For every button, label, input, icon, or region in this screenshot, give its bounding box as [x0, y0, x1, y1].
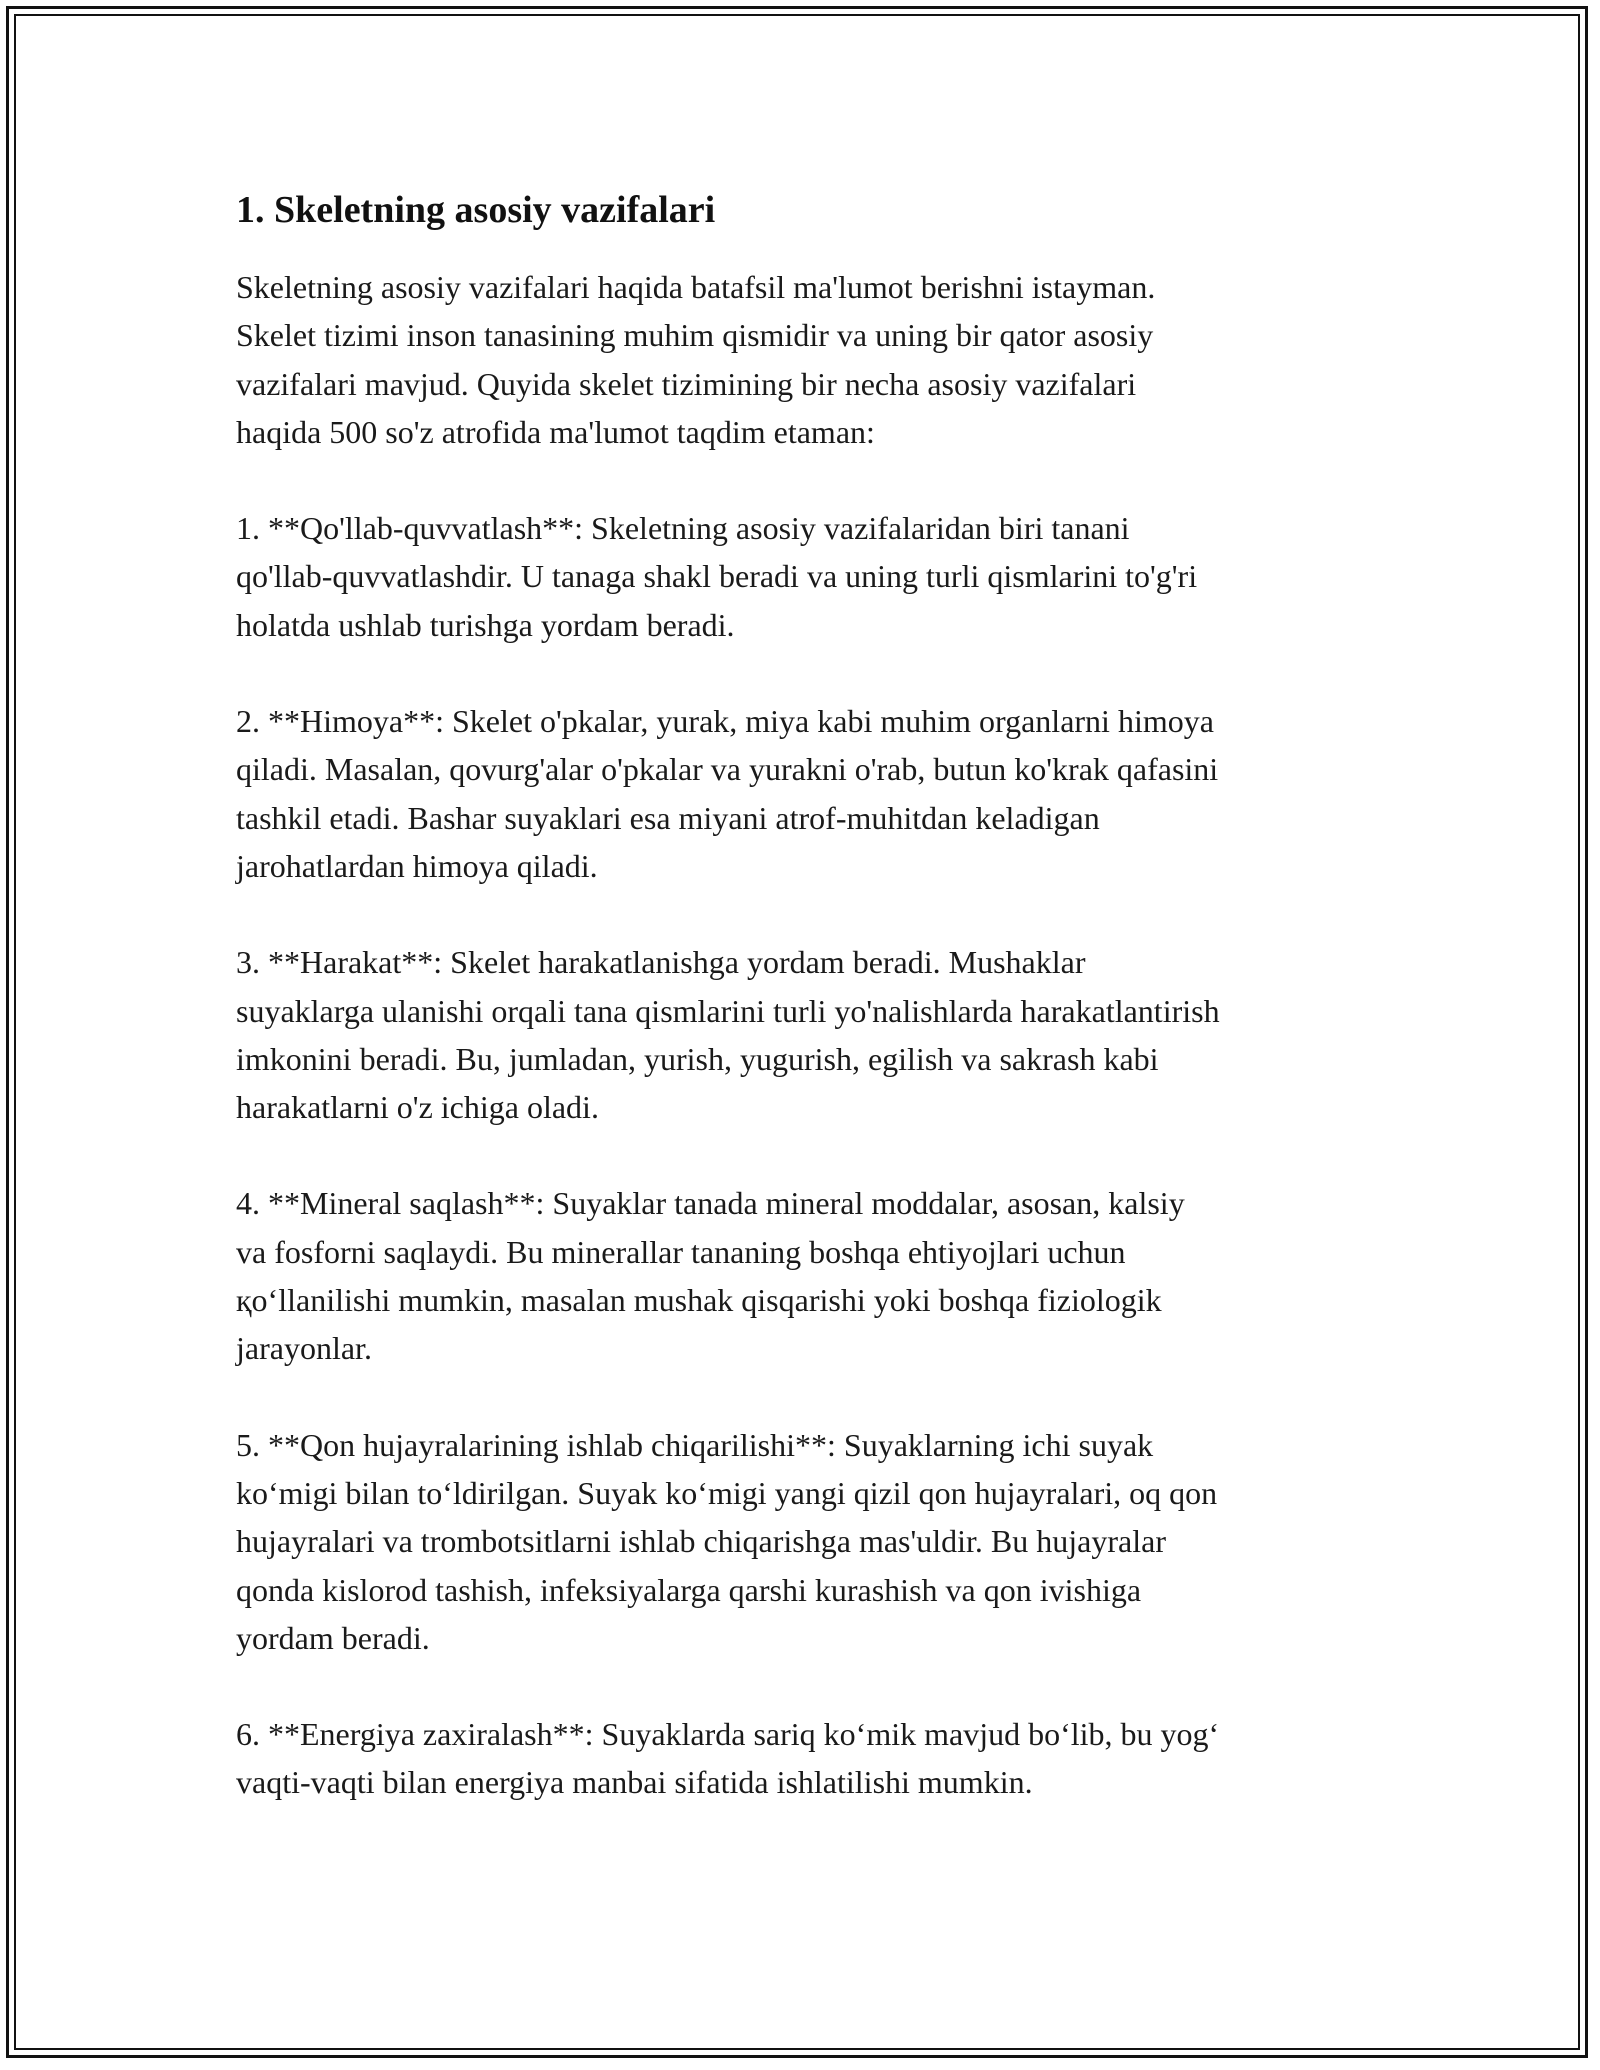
- document-body: [236, 186, 1376, 1855]
- paragraph-blood-cell-production: 5. **Qon hujayralarining ishlab chiqarilishi**: Suyaklarning ichi suyak ko‘migi bilan to‘ldirilgan. Suyak ko‘migi yangi qizil qon hujayralari, oq qon hujayralari va trombotsitlarni ishlab chiqarishga mas'uldir. Bu hujayralar qonda kislorod tashish, infeksiyalarga qarshi kurashish va qon ivishiga yordam beradi.: [236, 1426, 1218, 1656]
- paragraph-energy-storage: 6. **Energiya zaxiralash**: Suyaklarda sariq ko‘mik mavjud bo‘lib, bu yog‘ vaqti-vaqti bilan energiya manbai sifatida ishlatilishi mumkin.: [236, 1716, 1220, 1801]
- paragraph-mineral-storage: 4. **Mineral saqlash**: Suyaklar tanada mineral moddalar, asosan, kalsiy va fosforni saqlaydi. Bu minerallar tananing boshqa ehtiyojlari uchun қo‘llanilishi mumkin, masalan mushak qisqarishi yoki boshqa fiziologik jarayonlar.: [236, 1185, 1185, 1367]
- paragraph-support: 1. **Qo'llab-quvvatlash**: Skeletning asosiy vazifalaridan biri tanani qo'llab-quvvatlashdir. U tanaga shakl beradi va uning turli qismlarini to'g'ri holatda ushlab turishga yordam beradi.: [236, 510, 1198, 643]
- document-title: 1. Skeletning asosiy vazifalari: [236, 189, 716, 231]
- intro-paragraph: Skeletning asosiy vazifalari haqida batafsil ma'lumot berishni istayman. Skelet tizimi inson tanasining muhim qismidir va uning bir qator asosiy vazifalari mavjud. Quyida skelet tizimining bir necha asosiy vazifalari haqida 500 so'z atrofida ma'lumot taqdim etaman:: [236, 269, 1156, 450]
- paragraph-protection: 2. **Himoya**: Skelet o'pkalar, yurak, miya kabi muhim organlarni himoya qiladi. Masalan, qovurg'alar o'pkalar va yurakni o'rab, butun ko'krak qafasini tashkil etadi. Bashar suyaklari esa miyani atrof-muhitdan keladigan jarohatlardan himoya qiladi.: [236, 703, 1219, 884]
- paragraph-movement: 3. **Harakat**: Skelet harakatlanishga yordam beradi. Mushaklar suyaklarga ulanishi orqali tana qismlarini turli yo'nalishlarda harakatlantirish imkonini beradi. Bu, jumladan, yurish, yugurish, egilish va sakrash kabi harakatlarni o'z ichiga oladi.: [236, 944, 1220, 1126]
